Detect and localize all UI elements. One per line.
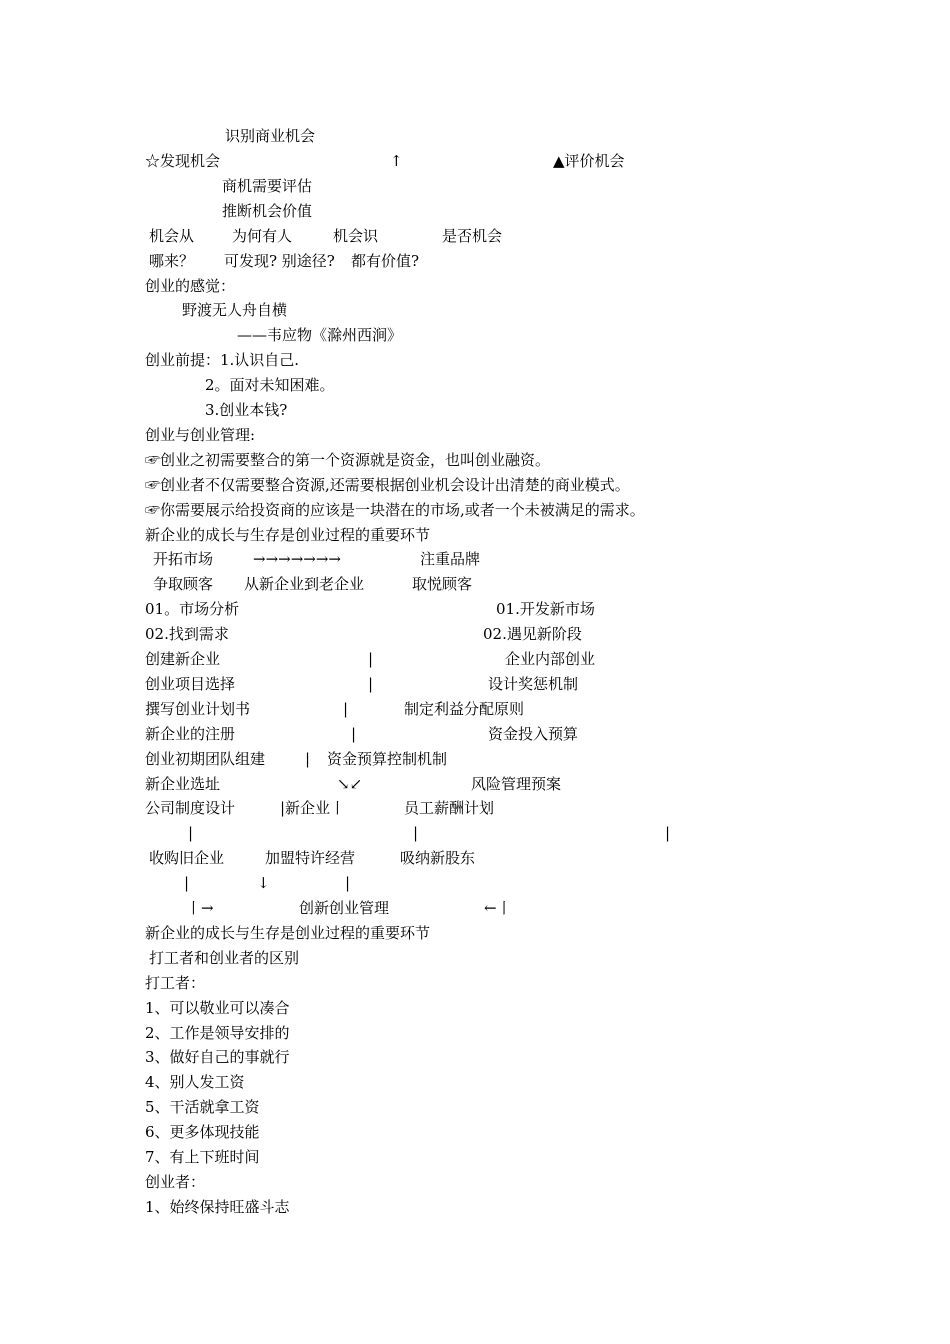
line bbox=[0, 224, 503, 249]
line bbox=[0, 821, 671, 846]
text-segment: 开拓市场 bbox=[153, 550, 214, 568]
line bbox=[0, 747, 448, 772]
text-segment: 资金投入预算 bbox=[488, 725, 579, 743]
text-segment: 新企业的成长与生存是创业过程的重要环节 bbox=[145, 924, 431, 942]
text-segment: 都有价值? bbox=[351, 252, 420, 270]
arrow-right-glyph: 丨→ bbox=[186, 899, 214, 917]
text-segment: 取悦顾客 bbox=[412, 575, 473, 593]
text-segment: 为何有人 bbox=[232, 227, 293, 245]
arrows-glyph: →→→→→→→ bbox=[253, 550, 341, 568]
text-segment: 哪来？ bbox=[149, 252, 195, 270]
list-item: 6、更多体现技能 bbox=[145, 1123, 260, 1141]
text-segment: 争取顾客 bbox=[153, 575, 214, 593]
text-segment: 是否机会 bbox=[442, 227, 503, 245]
text-segment: 撰写创业计划书 bbox=[145, 700, 251, 718]
line bbox=[0, 622, 582, 647]
line bbox=[0, 547, 481, 572]
text-segment: 打工者： bbox=[145, 974, 206, 992]
text-segment: 创建新企业 bbox=[145, 650, 221, 668]
list-item: 1、可以敬业可以凑合 bbox=[145, 999, 290, 1017]
text-segment: 创业项目选择 bbox=[145, 675, 236, 693]
text-segment: 风险管理预案 bbox=[471, 775, 562, 793]
line bbox=[0, 896, 512, 921]
text-segment: 吸纳新股东 bbox=[400, 849, 476, 867]
text-segment: ——韦应物《滁州西涧》 bbox=[237, 326, 403, 344]
text-segment: 01.开发新市场 bbox=[496, 600, 595, 618]
divider-glyph: | bbox=[184, 874, 190, 892]
line bbox=[0, 722, 579, 747]
text-segment: 3.创业本钱? bbox=[205, 401, 288, 419]
down-arrow-glyph: ↓ bbox=[257, 874, 270, 892]
text-segment: 野渡无人舟自横 bbox=[182, 301, 288, 319]
list-item: 4、别人发工资 bbox=[145, 1073, 245, 1091]
text-segment: 收购旧企业 bbox=[149, 849, 225, 867]
divider-glyph: | bbox=[665, 824, 671, 842]
text-segment: 新企业的注册 bbox=[145, 725, 236, 743]
text-segment: ☞创业者不仅需要整合资源,还需要根据创业机会设计出清楚的商业模式。 bbox=[145, 476, 630, 494]
line bbox=[0, 597, 595, 622]
divider-glyph: | bbox=[413, 824, 419, 842]
text-segment: 员工薪酬计划 bbox=[404, 799, 495, 817]
text-segment: 制定利益分配原则 bbox=[404, 700, 525, 718]
text-segment: ☞你需要展示给投资商的应该是一块潜在的市场,或者一个未被满足的需求。 bbox=[145, 501, 645, 519]
text-segment: 新企业的成长与生存是创业过程的重要环节 bbox=[145, 526, 431, 544]
up-arrow-glyph: ↑ bbox=[390, 152, 403, 170]
text-segment: 识别商业机会 bbox=[225, 127, 316, 145]
list-item: 2、工作是领导安排的 bbox=[145, 1024, 290, 1042]
text-segment: 资金预算控制机制 bbox=[327, 750, 448, 768]
line bbox=[0, 772, 562, 797]
line bbox=[0, 796, 495, 821]
text-segment: 新企业选址 bbox=[145, 775, 221, 793]
list-item: 1、始终保持旺盛斗志 bbox=[145, 1198, 290, 1216]
text-segment: 可发现? 别途径? bbox=[224, 252, 335, 270]
divider-glyph: | bbox=[188, 824, 194, 842]
text-segment: 01。市场分析 bbox=[145, 600, 240, 618]
text-segment: 设计奖惩机制 bbox=[488, 675, 579, 693]
text-segment: 创业的感觉： bbox=[145, 277, 236, 295]
text-segment: |新企业丨 bbox=[280, 799, 346, 817]
list-item: 5、干活就拿工资 bbox=[145, 1098, 260, 1116]
text-segment: 02.找到需求 bbox=[145, 625, 229, 643]
text-segment: 创业前提：1.认识自己. bbox=[145, 351, 300, 369]
text-segment: 创新创业管理 bbox=[299, 899, 390, 917]
line bbox=[0, 572, 473, 597]
arrow-left-glyph: ←丨 bbox=[484, 899, 512, 917]
text-segment: ☞创业之初需要整合的第一个资源就是资金，也叫创业融资。 bbox=[145, 451, 551, 469]
divider-glyph: | bbox=[351, 725, 357, 743]
text-segment: 创业者： bbox=[145, 1173, 206, 1191]
text-segment: 公司制度设计 bbox=[145, 799, 236, 817]
text-segment: 从新企业到老企业 bbox=[244, 575, 365, 593]
divider-glyph: | bbox=[368, 650, 374, 668]
text-segment: ☆发现机会 bbox=[145, 152, 221, 170]
text-segment: 加盟特许经营 bbox=[265, 849, 356, 867]
line bbox=[0, 647, 596, 672]
list-item: 7、有上下班时间 bbox=[145, 1148, 260, 1166]
text-segment: 2。面对未知困难。 bbox=[205, 376, 335, 394]
text-segment: 创业初期团队组建 bbox=[145, 750, 266, 768]
line bbox=[0, 249, 420, 274]
divider-glyph: | bbox=[343, 700, 349, 718]
divider-glyph: | bbox=[368, 675, 374, 693]
text-segment: 注重品牌 bbox=[420, 550, 481, 568]
text-segment: 企业内部创业 bbox=[505, 650, 596, 668]
line bbox=[0, 871, 351, 896]
text-segment: 02.遇见新阶段 bbox=[483, 625, 582, 643]
line bbox=[0, 846, 476, 871]
divider-glyph: | bbox=[345, 874, 351, 892]
converge-arrows-glyph: ↘↙ bbox=[337, 775, 363, 793]
line bbox=[0, 149, 625, 174]
text-segment: 机会从 bbox=[149, 227, 195, 245]
list-item: 3、做好自己的事就行 bbox=[145, 1048, 290, 1066]
line bbox=[0, 697, 525, 722]
text-segment: 创业与创业管理: bbox=[145, 426, 256, 444]
text-segment: 打工者和创业者的区别 bbox=[149, 949, 300, 967]
line bbox=[0, 672, 579, 697]
text-segment: 商机需要评估 bbox=[222, 177, 313, 195]
text-segment: ▲评价机会 bbox=[553, 152, 625, 170]
text-segment: 机会识 bbox=[333, 227, 379, 245]
divider-glyph: | bbox=[305, 750, 311, 768]
text-segment: 推断机会价值 bbox=[222, 202, 313, 220]
